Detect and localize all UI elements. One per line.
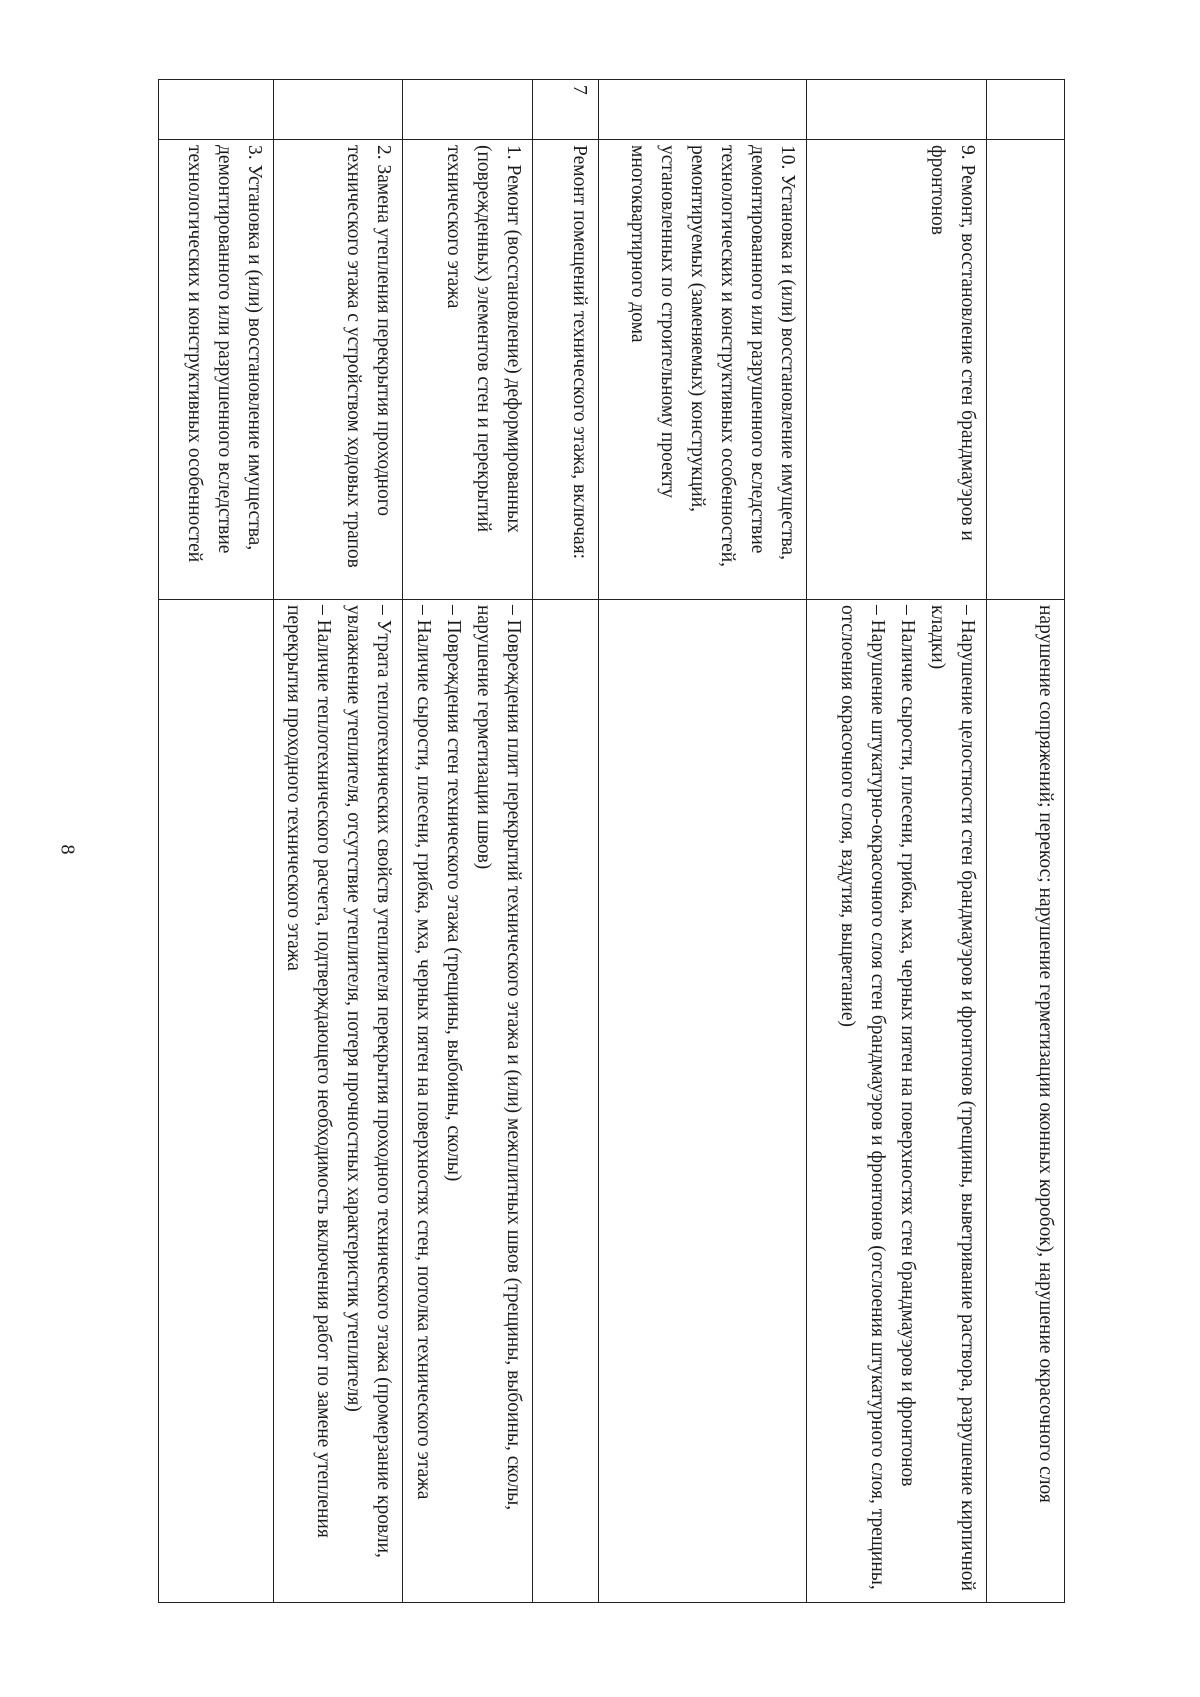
defects-cell	[599, 600, 807, 1603]
table-row	[987, 80, 1065, 1603]
page-number: 8	[56, 844, 79, 855]
row-number-cell	[599, 80, 807, 140]
row-number-cell	[807, 80, 987, 140]
work-cell: 2. Замена утепления перекрытия проходного технического этажа с устройством ходовых трапов	[274, 140, 403, 600]
row-number-cell: 7	[533, 80, 599, 140]
table-row	[533, 80, 599, 1603]
work-cell: 3. Установка и (или) восстановление имущества, демонтированного или разрушенного вследствие технологических и конструктивных особенностей	[159, 140, 274, 600]
defects-cell	[533, 600, 599, 1603]
row-number-cell	[274, 80, 403, 140]
table-row	[403, 80, 533, 1603]
row-number-cell	[403, 80, 533, 140]
row-number-cell	[987, 80, 1065, 140]
defects-cell	[159, 600, 274, 1603]
work-cell: 9. Ремонт, восстановление стен брандмауэров и фронтонов	[807, 140, 987, 600]
table-row	[159, 80, 274, 1603]
row-number-cell	[159, 80, 274, 140]
work-cell: 1. Ремонт (восстановление) деформированных (поврежденных) элементов стен и перекрытий технического этажа	[403, 140, 533, 600]
repair-works-table	[158, 79, 1065, 1603]
work-cell: Ремонт помещений технического этажа, включая:	[533, 140, 599, 600]
work-cell: 10. Установка и (или) восстановление имущества, демонтированного или разрушенного вследствие технологических и конструктивных особенностей, ремонтируемых (заменяемых) конструкций, установленных по строительному проекту многоквартирного дома	[599, 140, 807, 600]
table-row	[599, 80, 807, 1603]
table-row	[274, 80, 403, 1603]
table-row	[807, 80, 987, 1603]
defects-cell: – Нарушение целостности стен брандмауэров и фронтонов (трещины, выветривание раствора, разрушение кирпичной кладки) – Наличие сырости, плесени, грибка, мха, черных пятен на поверхностях стен брандмауэров и фронтонов – Нарушение штукатурно-окрасочного слоя стен брандмауэров и фронтонов (отслоения штукатурного слоя, трещины, отслоения окрасочного слоя, вздутия, выцветание)	[807, 600, 987, 1603]
defects-cell: – Утрата теплотехнических свойств утеплителя перекрытия проходного технического этажа (промерзание кровли, увлажнение утеплителя, отсутствие утеплителя, потеря прочностных характеристик утеплителя) – Наличие теплотехнического расчета, подтверждающего необходимость включения работ по замене утепления перекрытия проходного технического этажа	[274, 600, 403, 1603]
work-cell	[987, 140, 1065, 600]
rotated-table-container	[160, 79, 1065, 1602]
defects-cell: – Повреждения плит перекрытий технического этажа и (или) межплитных швов (трещины, выбоины, сколы, нарушение герметизации швов) – Повреждения стен технического этажа (трещины, выбоины, сколы) – Наличие сырости, плесени, грибка, мха, черных пятен на поверхностях стен, потолка технического этажа	[403, 600, 533, 1603]
defects-cell: нарушение сопряжений; перекос; нарушение герметизации оконных коробок), нарушение окрасочного слоя	[987, 600, 1065, 1603]
